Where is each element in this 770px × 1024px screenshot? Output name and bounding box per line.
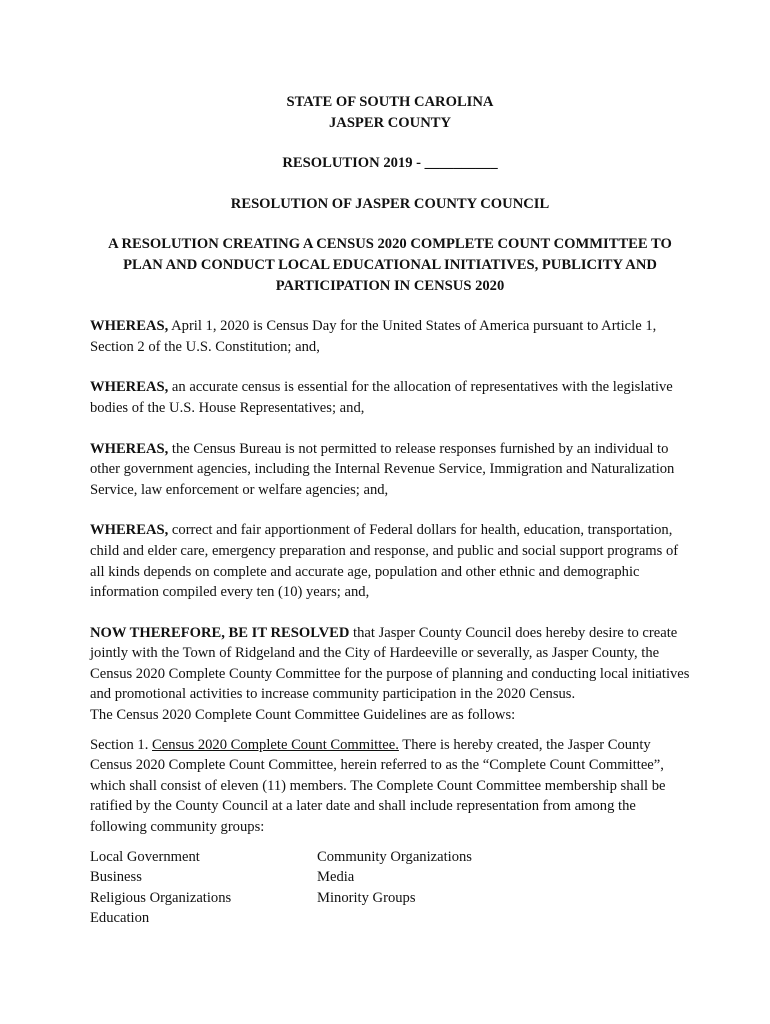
group-item: Minority Groups: [317, 889, 416, 906]
title-line: PLAN AND CONDUCT LOCAL EDUCATIONAL INITIATIVES, PUBLICITY AND: [123, 256, 657, 273]
section-text: There is hereby created, the Jasper County Census 2020 Complete Count Committee, herein referred to as the “Complete Count Committee”, which shall consist of eleven (11) members. The Complete Count Committee membership shall be ratified by the County Council at a later date and shall include representation from among the following community groups:: [90, 736, 666, 836]
whereas-lead: WHEREAS,: [90, 318, 169, 335]
group-item: Education: [90, 910, 150, 927]
section-label: Section 1.: [90, 736, 153, 753]
whereas-paragraph: [90, 377, 690, 418]
group-item: Media: [317, 869, 355, 886]
title-line: PARTICIPATION IN CENSUS 2020: [275, 277, 505, 294]
resolved-paragraph: [90, 623, 690, 705]
council-heading: RESOLUTION OF JASPER COUNTY COUNCIL: [230, 195, 550, 212]
whereas-text: correct and fair apportionment of Federal dollars for health, education, transportation, child and elder care, emergency preparation and response, and public and social support programs of all kinds depends on complete and accurate age, population and other ethnic and demographic information compiled every ten (10) years; and,: [90, 522, 679, 601]
group-item: Community Organizations: [317, 848, 472, 865]
groups-column-left: [90, 847, 317, 929]
group-item: Business: [90, 869, 142, 886]
state-heading: STATE OF SOUTH CAROLINA: [286, 94, 494, 110]
title-line: A RESOLUTION CREATING A CENSUS 2020 COMPLETE COUNT COMMITTEE TO: [108, 236, 672, 253]
community-groups-list: [90, 847, 690, 929]
whereas-lead: WHEREAS,: [90, 522, 169, 539]
whereas-lead: WHEREAS,: [90, 440, 169, 457]
resolved-text: that Jasper County Council does hereby desire to create jointly with the Town of Ridgeland and the City of Hardeeville or severally, as Jasper County, the Census 2020 Complete County Committee for the purpose of planning and conducting local initiatives and promotional activities to increase community participation in the 2020 Census.: [90, 624, 690, 703]
whereas-paragraph: [90, 439, 690, 501]
groups-column-right: [317, 847, 617, 929]
resolved-lead: NOW THEREFORE, BE IT RESOLVED: [90, 624, 350, 641]
whereas-paragraph: [90, 520, 690, 602]
whereas-text: an accurate census is essential for the allocation of representatives with the legislative bodies of the U.S. House Representatives; and,: [90, 379, 673, 416]
resolution-title: [90, 234, 690, 296]
county-heading: JASPER COUNTY: [328, 114, 452, 131]
whereas-text: April 1, 2020 is Census Day for the United States of America pursuant to Article 1, Section 2 of the U.S. Constitution; and,: [90, 318, 657, 355]
whereas-text: the Census Bureau is not permitted to release responses furnished by an individual to other government agencies, including the Internal Revenue Service, Immigration and Naturalization Service, law enforcement or welfare agencies; and,: [90, 440, 675, 498]
section-heading: Census 2020 Complete Count Committee.: [152, 736, 399, 753]
guidelines-intro: The Census 2020 Complete Count Committee Guidelines are as follows:: [90, 707, 516, 724]
group-item: Local Government: [90, 848, 200, 865]
section-1-paragraph: [90, 735, 690, 838]
group-item: Religious Organizations: [90, 889, 232, 906]
whereas-paragraph: [90, 316, 690, 357]
resolution-number: RESOLUTION 2019 - __________: [282, 155, 498, 172]
document-page: [90, 92, 690, 929]
whereas-lead: WHEREAS,: [90, 379, 169, 396]
